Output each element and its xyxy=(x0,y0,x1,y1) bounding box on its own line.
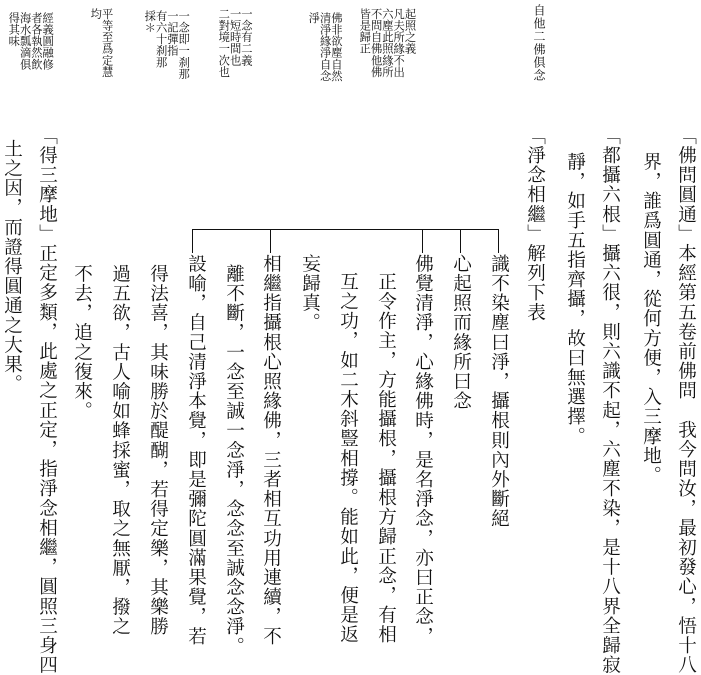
note-line: 不問自佛他佛 xyxy=(369,8,383,78)
main-col-4: 靜，如手五指齊攝，故曰無選擇。 xyxy=(564,152,586,446)
note-line: 起照之義 xyxy=(403,8,417,55)
note-line: 採＊ xyxy=(143,10,157,34)
note-line: 六塵此照緣所 xyxy=(380,8,394,78)
note-qi-zhao xyxy=(359,8,415,78)
main-col-1: 「佛問圓通」本經第五卷前佛問 我今問汝，最初發心，悟十八 xyxy=(675,126,697,675)
note-jing xyxy=(308,12,342,82)
table-branch-she: 設喻，自己清淨本覺，即是彌陀圓滿果覺，若 xyxy=(185,254,207,646)
main-col-2: 界，誰爲圓通，從何方便，入三摩地。 xyxy=(640,152,662,486)
main-col-last-1: 「得三摩地」正定多類，此處之正定，指淨念相繼，圓照三身四 xyxy=(36,126,58,675)
table-tick xyxy=(498,229,499,253)
table-branch-she-cont: 過五欲，古人喻如蜂採蜜，取之無厭，撥之 xyxy=(109,264,131,637)
note-line: 得其味 xyxy=(7,12,21,47)
note-line: 一記彈指 xyxy=(165,10,179,57)
table-branch-xiang-cont: 離不斷，一念至誠一念淨，念念至誠念念淨。 xyxy=(223,264,245,656)
table-tick xyxy=(460,229,461,253)
main-col-last-2: 土之因，而證得圓通之大果。 xyxy=(1,139,23,394)
note-line: 淨 xyxy=(307,12,321,24)
table-tick xyxy=(270,229,271,253)
table-branch-fo-cont: 正令作主，方能攝根，攝根方歸正念，有相 xyxy=(375,272,397,645)
table-branch-shi: 識不染塵曰淨，攝根則內外斷絕 xyxy=(488,254,510,529)
note-line: 佛非欲塵自然 xyxy=(329,12,343,82)
note-line: 皆是歸正 xyxy=(358,8,372,55)
table-branch-xin: 心起照而緣所曰念 xyxy=(450,254,472,411)
header-note: 自他二佛俱念 xyxy=(532,4,546,82)
table-branch-she-cont: 不去，追之復來。 xyxy=(71,264,93,421)
main-col-3: 「都攝六根」攝六很，則六識不起，六塵不染，是十八界全歸寂 xyxy=(599,126,621,675)
note-line: 一念有二義 xyxy=(239,8,253,66)
note-line: 一念即一刹那 xyxy=(177,10,191,80)
note-line: 平等至爲定慧 xyxy=(100,8,114,78)
table-bracket-top xyxy=(192,229,499,230)
note-line: 清淨緣淨自念 xyxy=(318,12,332,82)
table-tick xyxy=(422,229,423,253)
table-branch-fo: 佛覺清淨，心緣佛時，是名淨念，亦曰正念， xyxy=(412,254,434,646)
main-col-5: 「淨念相繼」解列下表 xyxy=(524,126,546,322)
note-line: 者各執然飲 xyxy=(29,12,43,70)
note-hai-shui xyxy=(8,12,53,70)
note-line: 一短時間也 xyxy=(228,8,242,66)
table-tick xyxy=(192,229,193,253)
note-cha-ji xyxy=(144,10,189,80)
table-branch-she-cont: 得法喜，其味勝於醍醐，若得定樂，其樂勝 xyxy=(147,264,169,637)
note-ping-deng xyxy=(90,8,113,78)
table-branch-fo-cont: 妄歸真。 xyxy=(299,254,321,333)
note-yi-nian xyxy=(218,8,252,78)
note-line: 二對境一次也 xyxy=(217,8,231,78)
note-line: 有六十刹那 xyxy=(154,10,168,68)
note-line: 均 xyxy=(89,8,103,20)
note-line: 凡夫所緣不出 xyxy=(392,8,406,78)
table-branch-xiang: 相繼指攝根心照緣佛，三者相互功用連續，不 xyxy=(260,254,282,646)
table-branch-fo-cont: 互之功，如二木斜豎相撐。能如此，便是返 xyxy=(337,272,359,645)
note-line: 海水瓢滴俱 xyxy=(18,12,32,70)
note-line: 經義圓融修 xyxy=(41,12,55,70)
